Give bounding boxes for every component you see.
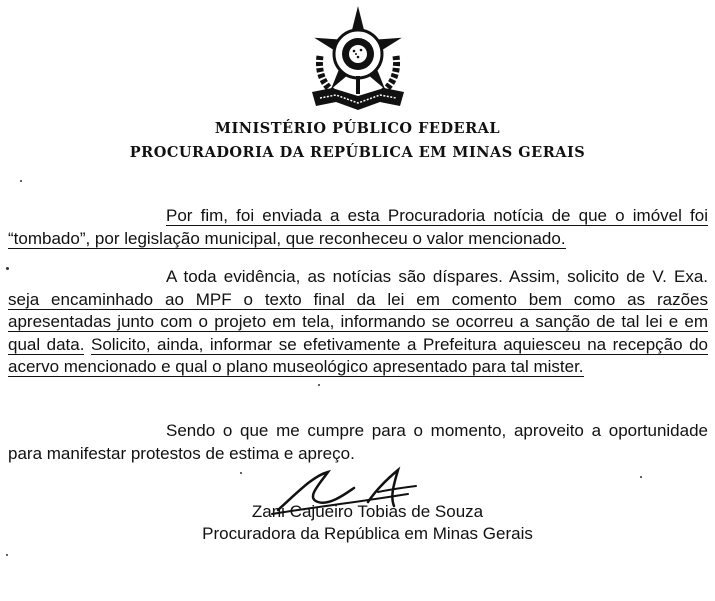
paragraph-1-text: Por fim, foi enviada a esta Procuradoria notícia de que o imóvel foi “tombado”, por legislação municipal, que reconheceu o valor mencionado. [8, 206, 708, 248]
paragraph-2-lead: A toda evidência, as notícias são díspares. Assim, solicito de V. Exa. [166, 267, 708, 286]
scan-speck [20, 180, 22, 182]
paragraph-3 [8, 420, 708, 465]
ministry-heading: MINISTÉRIO PÚBLICO FEDERAL [214, 120, 501, 137]
office-heading: PROCURADORIA DA REPÚBLICA EM MINAS GERAIS [129, 144, 586, 161]
paragraph-1 [8, 205, 708, 250]
closing-text: Sendo o que me cumpre para o momento, aproveito a oportunidade para manifestar protestos de estima e apreço. [8, 421, 708, 463]
scan-speck [640, 476, 642, 478]
scan-speck [318, 384, 320, 386]
signatory-title: Procuradora da República em Minas Gerais [202, 524, 533, 543]
paragraph-2-additional-request: Solicito, ainda, informar se efetivamente a Prefeitura aquiesceu na recepção do acervo mencionado e qual o plano museológico apresentado para tal mister. [8, 334, 708, 376]
scan-speck [6, 554, 8, 556]
paragraph-2 [8, 266, 708, 379]
brazil-coat-of-arms-seal [302, 4, 414, 116]
paragraph-2-request: seja encaminhado ao MPF o texto final da lei em comento bem como as razões apresentadas junto com o projeto em tela, informando se ocorreu a sanção de tal lei e em qual data. [8, 289, 708, 354]
scan-speck [240, 472, 242, 474]
scan-speck [6, 267, 9, 270]
signatory-name: Zani Cajueiro Tobias de Souza [251, 502, 484, 521]
